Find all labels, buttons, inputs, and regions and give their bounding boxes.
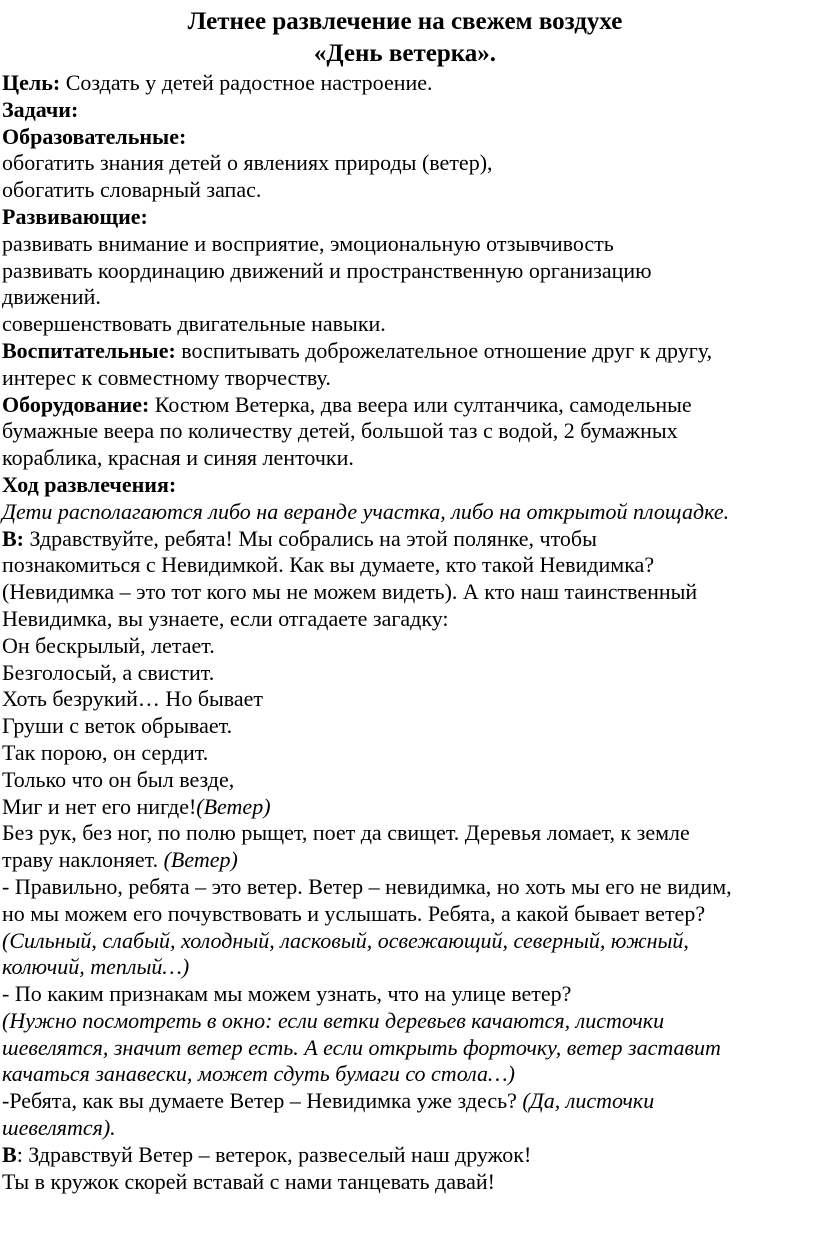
answer-3-line-2: шевелятся). [2, 1115, 116, 1141]
answer-2-line-3: качаться занавески, может сдуть бумаги со стола…) [2, 1061, 515, 1087]
question-3-text: -Ребята, как вы думаете Ветер – Невидимка уже здесь? [2, 1088, 523, 1114]
riddle2-line-2 [2, 847, 808, 874]
developing-line: движений. [2, 284, 101, 310]
equipment-line [2, 392, 808, 419]
riddle2-answer: (Ветер) [163, 847, 238, 873]
course-note: Дети располагаются либо на веранде участка, либо на открытой площадке. [2, 498, 730, 524]
dialogue-intro-line-4: Невидимка, вы узнаете, если отгадаете загадку: [2, 605, 449, 631]
answer-2-line: (Нужно посмотреть в окно: если ветки деревьев качаются, листочки [2, 1007, 665, 1033]
educational-item: обогатить знания детей о явлениях природы (ветер), [2, 150, 493, 176]
document-title-line-2: «День ветерка». [313, 40, 497, 67]
greeting-line [2, 1142, 808, 1169]
riddle-line: Только что он был везде, [2, 766, 235, 792]
upbringing-line [2, 338, 808, 365]
question-2-line: - По каким признакам мы можем узнать, что на улице ветер? [2, 981, 572, 1007]
goal-label: Цель: [2, 70, 61, 95]
dialogue-intro-line-2: познакомиться с Невидимкой. Как вы думаете, кто такой Невидимка? [2, 552, 655, 578]
equipment-text: Костюм Ветерка, два веера или султанчика, самодельные [149, 391, 692, 417]
goal-line [2, 70, 808, 97]
dialogue-intro-line-3: (Невидимка – это тот кого мы не можем видеть). А кто наш таинственный [2, 579, 698, 605]
final-line: Ты в кружок скорей вставай с нами танцевать давай! [2, 1168, 495, 1194]
developing-heading: Развивающие: [2, 203, 148, 229]
equipment-label: Оборудование: [2, 391, 150, 417]
tasks-heading: Задачи: [2, 96, 79, 122]
course-heading: Ход развлечения: [2, 471, 177, 497]
question-line-2: но мы можем его почувствовать и услышать. Ребята, а какой бывает ветер? [2, 900, 706, 926]
equipment-line-2: бумажные веера по количеству детей, большой таз с водой, 2 бумажных [2, 418, 678, 444]
developing-line: совершенствовать двигательные навыки. [2, 311, 386, 337]
question-3-line [2, 1088, 808, 1115]
riddle-answer: (Ветер) [196, 793, 271, 819]
developing-line: развивать координацию движений и пространственную организацию [2, 257, 652, 283]
riddle2-text: траву наклоняет. [2, 847, 164, 873]
goal-text: Создать у детей радостное настроение. [60, 70, 433, 95]
answer-2-line-2: шевелятся, значит ветер есть. А если открыть форточку, ветер заставит [2, 1034, 721, 1060]
upbringing-text: воспитывать доброжелательное отношение друг к другу, [175, 337, 713, 363]
riddle-line: Безголосый, а свистит. [2, 659, 215, 685]
dialogue-intro-text: Здравствуйте, ребята! Мы собрались на этой полянке, чтобы [24, 525, 597, 551]
educational-heading: Образовательные: [2, 123, 187, 149]
answer-line: (Сильный, слабый, холодный, ласковый, освежающий, северный, южный, [2, 927, 689, 953]
dialogue-intro-line [2, 526, 808, 553]
question-line: - Правильно, ребята – это ветер. Ветер – невидимка, но хоть мы его не видим, [2, 873, 732, 899]
educational-item: обогатить словарный запас. [2, 177, 262, 203]
upbringing-line-2: интерес к совместному творчеству. [2, 364, 331, 390]
riddle-line: Так порою, он сердит. [2, 739, 209, 765]
document-title-line-1: Летнее развлечение на свежем воздухе [187, 8, 623, 35]
developing-line: развивать внимание и восприятие, эмоциональную отзывчивость [2, 230, 614, 256]
equipment-line-3: кораблика, красная и синяя ленточки. [2, 445, 354, 471]
riddle2-line: Без рук, без ног, по полю рыщет, поет да свищет. Деревья ломает, к земле [2, 820, 690, 846]
speaker-label: В: [2, 525, 24, 551]
speaker-label-2: В [2, 1141, 17, 1167]
riddle-line: Груши с веток обрывает. [2, 713, 233, 739]
upbringing-label: Воспитательные: [2, 337, 176, 363]
riddle-last-text: Миг и нет его нигде! [2, 793, 197, 819]
answer-line-2: колючий, теплый…) [2, 954, 190, 980]
answer-3-text: (Да, листочки [522, 1088, 655, 1114]
riddle-last-line [2, 794, 808, 821]
riddle-line: Он бескрылый, летает. [2, 632, 215, 658]
riddle-line: Хоть безрукий… Но бывает [2, 686, 264, 712]
greeting-text: : Здравствуй Ветер – ветерок, развеселый наш дружок! [16, 1141, 532, 1167]
